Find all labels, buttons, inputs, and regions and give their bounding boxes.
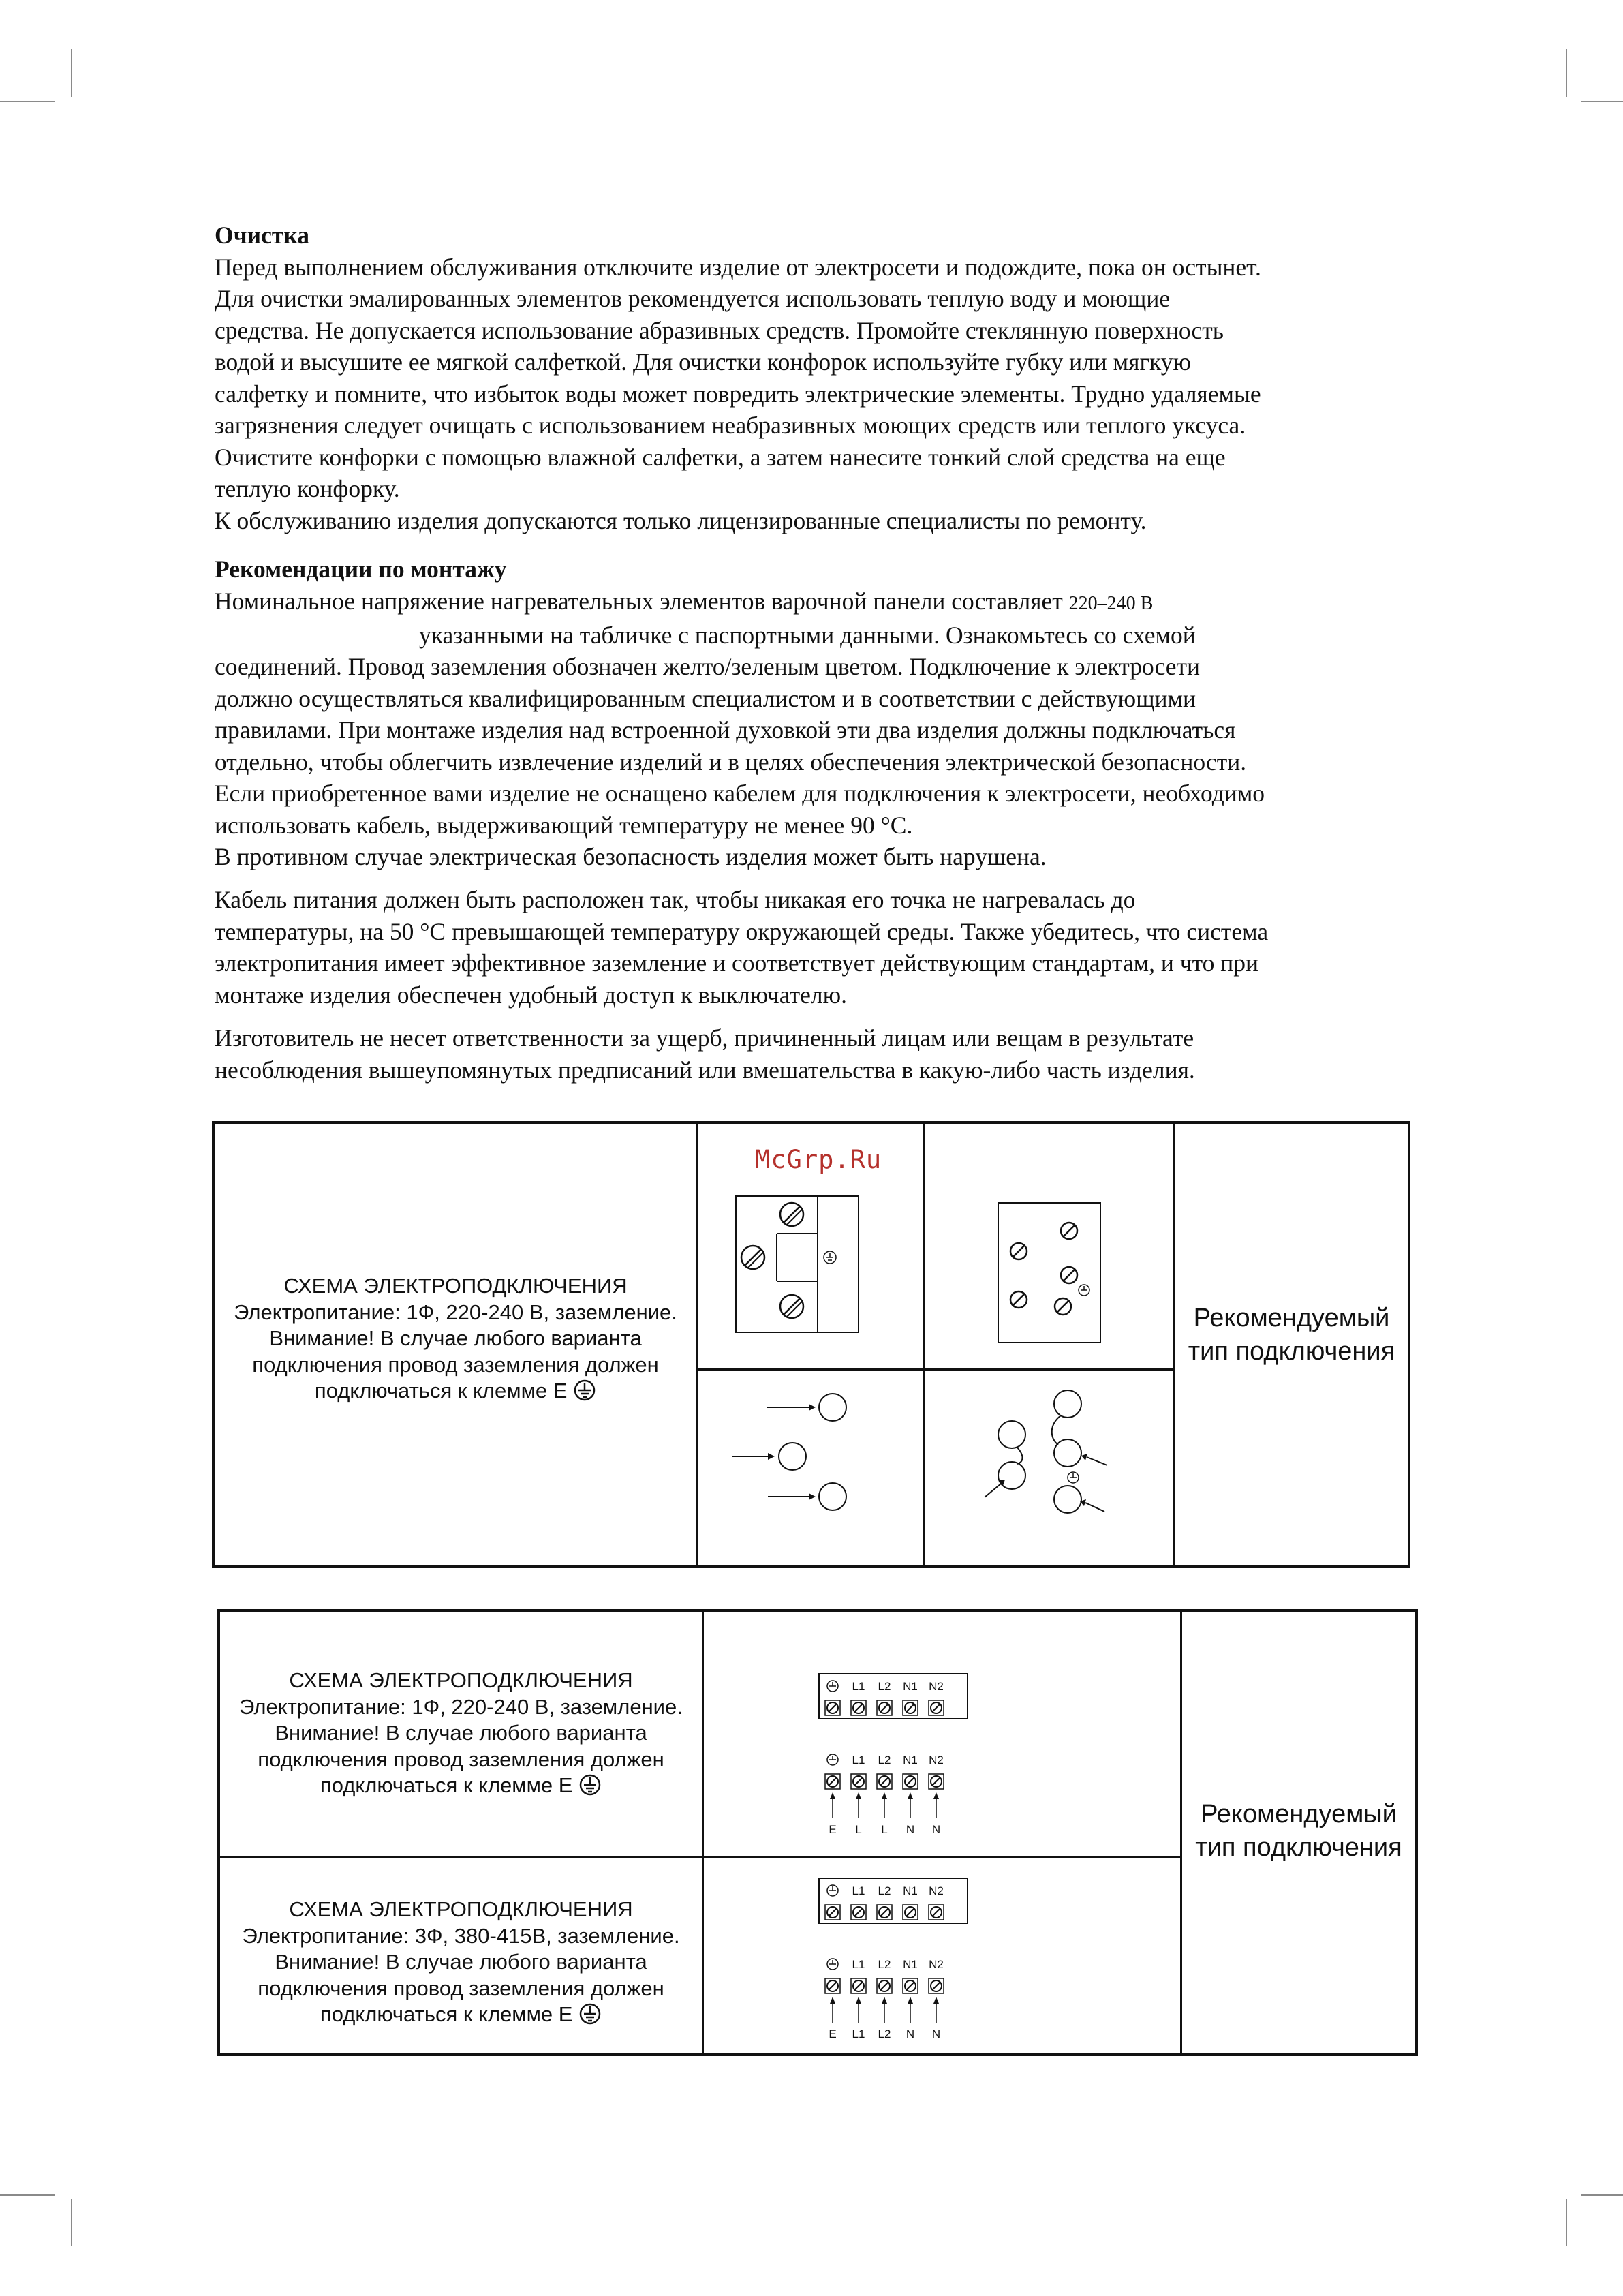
screw-icon [780,1203,803,1226]
screw-icon [877,1700,892,1715]
schema-terminal-text: подключаться к клемме Е [314,1379,568,1403]
ground-icon [573,1379,596,1402]
screw-icon [929,1978,944,1993]
wire-connection-diagram-b [971,1377,1128,1523]
wire-arrow [882,1792,887,1818]
screw-icon [851,1774,866,1789]
ground-icon [827,1681,838,1692]
text-line: Перед выполнением обслуживания отключите изделие от электросети и подождите, пока он остынет. [215,253,1261,281]
wire-label: L [855,1823,862,1836]
schema-title: СХЕМА ЭЛЕКТРОПОДКЛЮЧЕНИЯ [283,1274,628,1298]
screw-icon [1010,1243,1027,1259]
crop-mark [1581,101,1623,102]
terminal-label: N1 [903,1754,918,1766]
terminal-label: L1 [852,1680,865,1693]
schema-title: СХЕМА ЭЛЕКТРОПОДКЛЮЧЕНИЯ [289,1897,633,1921]
crop-mark [0,2194,55,2196]
screw-icon [741,1246,764,1269]
text-line: В противном случае электрическая безопасность изделия может быть нарушена. [215,843,1047,870]
terminal-block [819,1878,968,1923]
ground-icon [1079,1285,1089,1296]
screw-icon [929,1774,944,1789]
text-line: соединений. Провод заземления обозначен желто/зеленым цветом. Подключение к электросети [215,653,1201,680]
watermark: McGrp.Ru [755,1145,882,1174]
screw-icon [903,1978,918,1993]
terminal-label: L2 [878,1754,891,1766]
text-line: Для очистки эмалированных элементов рекомендуется использовать теплую воду и моющие [215,285,1171,312]
schema-warning: подключения провод заземления должен [252,1352,659,1377]
text-line: салфетку и помните, что избыток воды может повредить электрические элементы. Трудно удаляемые [215,380,1261,408]
screw-icon [851,1905,866,1920]
installation-paragraph-2 [215,884,1441,1011]
wire-label: L2 [878,2027,891,2040]
schema-terminal-text: подключаться к клемме Е [320,1773,573,1797]
terminal-label: N2 [929,1958,944,1971]
installation-continued [215,651,1441,873]
wire-arrow [933,1792,939,1818]
terminal-label: L2 [878,1884,891,1897]
schema-warning: Внимание! В случае любого варианта [275,1721,647,1745]
installation-section [215,553,1441,652]
schema-power: Электропитание: 1Ф, 220-240 В, заземление. [239,1694,683,1719]
screw-icon [877,1978,892,1993]
ground-icon [827,1885,838,1896]
table1-recommended [1175,1302,1408,1368]
screw-icon [851,1978,866,1993]
terminal-label: L1 [852,1958,865,1971]
text-line: электропитания имеет эффективное заземление и соответствует действующим стандартам, и что при [215,949,1259,977]
text-line: использовать кабель, выдерживающий температуру не менее 90 °С. [215,811,913,839]
table2-recommended [1182,1798,1415,1865]
wire-connection-diagram-a [732,1377,862,1513]
screw-icon [903,1700,918,1715]
wire-label: E [829,1823,837,1836]
schema-power: Электропитание: 1Ф, 220-240 В, заземление. [234,1300,677,1324]
text-line: Очистите конфорки с помощью влажной салфетки, а затем нанесите тонкий слой средства на еще [215,443,1226,471]
recommended-label: тип подключения [1188,1337,1395,1366]
recommended-label: тип подключения [1195,1833,1402,1862]
text-line: температуры, на 50 °С превышающей температуру окружающей среды. Также убедитесь, что система [215,917,1269,945]
wire-arrow [856,1792,861,1818]
wire-arrow [908,1792,913,1818]
screw-icon [780,1295,803,1318]
screw-icon [1055,1298,1071,1315]
text-line: должно осуществляться квалифицированным специалистом и в соответствии с действующими [215,684,1196,712]
terminal-label: L2 [878,1680,891,1693]
terminal-label: N2 [929,1884,944,1897]
screw-icon [1061,1223,1077,1239]
terminal-label: L1 [852,1754,865,1766]
text-line: правилами. При монтаже изделия над встроенной духовкой эти два изделия должны подключаться [215,716,1236,744]
schema-warning: Внимание! В случае любого варианта [275,1950,647,1974]
terminal-label: N1 [903,1958,918,1971]
crop-mark [1566,49,1567,97]
crop-mark [0,101,55,102]
wire-arrow [856,1997,861,2023]
text-line: Изготовитель не несет ответственности за ущерб, причиненный лицам или вещам в результате [215,1024,1194,1052]
installation-heading: Рекомендации по монтажу [215,555,507,583]
schema-title: СХЕМА ЭЛЕКТРОПОДКЛЮЧЕНИЯ [289,1668,633,1692]
wire-label: E [829,2027,837,2040]
terminal-label: L2 [878,1958,891,1971]
text-line: теплую конфорку. [215,475,400,502]
schema-warning: подключения провод заземления должен [258,1747,664,1771]
text-line: монтаже изделия обеспечен удобный доступ к выключателю. [215,981,847,1009]
table2-row2-schema-text [220,1897,702,2028]
terminal-label: N1 [903,1680,918,1693]
cleaning-section [215,219,1441,536]
wire-arrow [830,1997,835,2023]
terminal-strip-diagram-3phase [818,1874,995,2045]
schema-warning: подключения провод заземления должен [258,1976,664,2000]
schema-warning [220,2002,702,2028]
crop-mark [71,2199,72,2246]
schema-warning [215,1378,696,1405]
screw-icon [877,1905,892,1920]
terminal-block-diagram-b [991,1196,1114,1346]
installation-paragraph-3 [215,1022,1441,1086]
terminal-label: N2 [929,1754,944,1766]
table2-row1-schema-text [220,1668,702,1799]
schema-warning: Внимание! В случае любого варианта [269,1326,642,1350]
crop-mark [71,49,72,97]
screw-icon [929,1700,944,1715]
terminal-strip-diagram-1phase [818,1670,995,1840]
recommended-label: Рекомендуемый [1201,1800,1397,1828]
ground-icon [824,1251,836,1264]
screw-icon [825,1774,840,1789]
ground-icon [827,1959,838,1970]
screw-icon [825,1905,840,1920]
text-line: Кабель питания должен быть расположен так, чтобы никакая его точка не нагревалась до [215,886,1136,913]
ground-icon [578,1773,602,1796]
text-line: водой и высушите ее мягкой салфеткой. Для очистки конфорок используйте губку или мягкую [215,348,1192,376]
text-line: отдельно, чтобы облегчить извлечение изделий и в целях обеспечения электрической безопасности. [215,748,1247,776]
table1-schema-text [215,1273,696,1405]
screw-icon [825,1700,840,1715]
text-line: средства. Не допускается использование абразивных средств. Промойте стеклянную поверхность [215,316,1224,344]
terminal-block [819,1674,968,1719]
screw-icon [1061,1267,1077,1283]
wire-arrow [882,1997,887,2023]
text-line: К обслуживанию изделия допускаются только лицензированные специалисты по ремонту. [215,506,1147,534]
terminal-label: N2 [929,1680,944,1693]
wire-label: L [881,1823,888,1836]
ground-icon [578,2002,602,2025]
text-line [215,585,1441,620]
schema-power: Электропитание: 3Ф, 380-415В, заземление. [242,1923,680,1948]
voltage-value: 220–240 В [1068,592,1154,614]
wire-label: N [906,1823,915,1836]
ground-icon [1068,1472,1079,1483]
screw-icon [903,1774,918,1789]
screw-icon [929,1905,944,1920]
voltage-sentence: Номинальное напряжение нагревательных элементов варочной панели составляет [215,587,1063,615]
crop-mark [1581,2194,1623,2196]
screw-icon [825,1978,840,1993]
wire-label: L1 [852,2027,865,2040]
wire-arrow [933,1997,939,2023]
recommended-label: Рекомендуемый [1193,1304,1390,1332]
wire-arrow [830,1792,835,1818]
text-line: загрязнения следует очищать с использованием неабразивных моющих средств или теплого уксуса. [215,412,1246,439]
text-line: несоблюдения вышеупомянутых предписаний или вмешательства в какую-либо часть изделия. [215,1056,1195,1084]
screw-icon [903,1905,918,1920]
ground-icon [827,1754,838,1765]
text-line: Если приобретенное вами изделие не оснащено кабелем для подключения к электросети, необходимо [215,780,1265,807]
cleaning-heading: Очистка [215,221,309,249]
schema-warning [220,1773,702,1799]
terminal-block-diagram-a [729,1189,872,1339]
schema-terminal-text: подключаться к клемме Е [320,2002,573,2026]
crop-mark [1566,2199,1567,2246]
screw-icon [877,1774,892,1789]
wire-label: N [931,1823,941,1836]
wire-arrow [908,1997,913,2023]
text-line: указанными на табличке с паспортными данными. Ознакомьтесь со схемой [419,622,1196,649]
wire-label: N [931,2027,941,2040]
screw-icon [851,1700,866,1715]
screw-icon [1010,1291,1027,1308]
terminal-label: L1 [852,1884,865,1897]
terminal-label: N1 [903,1884,918,1897]
wire-label: N [906,2027,915,2040]
